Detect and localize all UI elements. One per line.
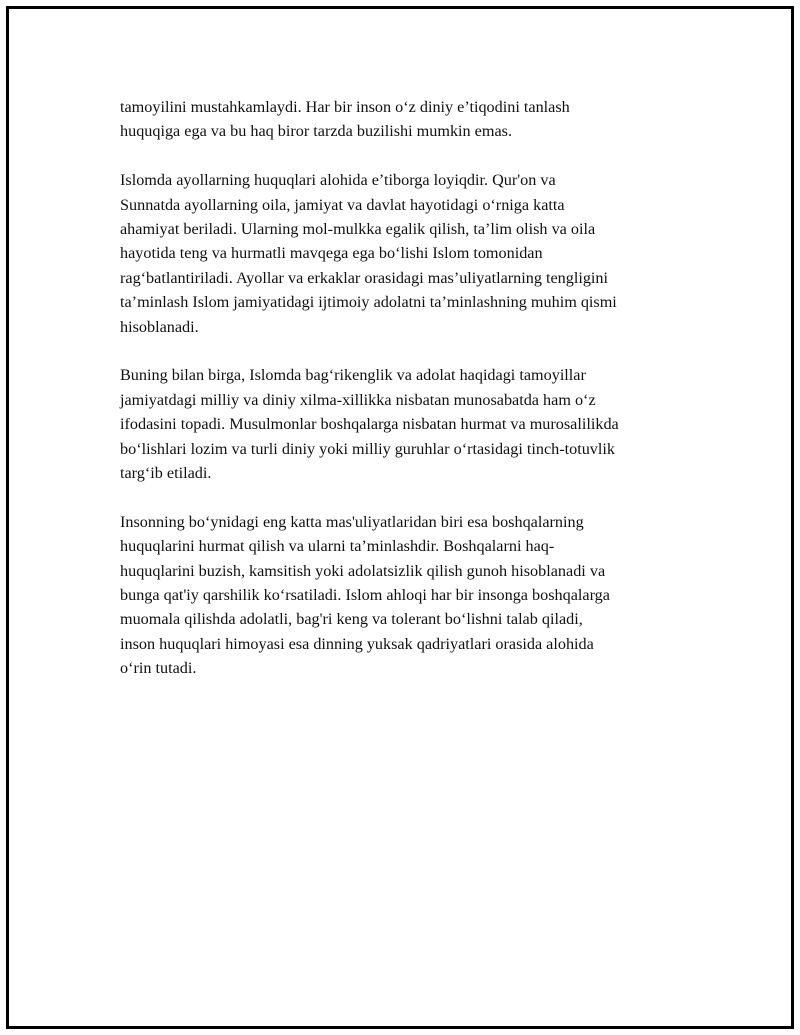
paragraph-4: Insonning bo‘ynidagi eng katta mas'uliyatlaridan biri esa boshqalarning huquqlarini hurmat qilish va ularni ta’minlashdir. Boshqalarni haq- huquqlarini buzish, kamsitish yoki adolatsizlik qilish gunoh hisoblanadi va bunga qat'iy qarshilik ko‘rsatiladi. Islom ahloqi har bir insonga boshqalarga muomala qilishda adolatli, bag'ri keng va tolerant bo‘lishni talab qiladi, inson huquqlari himoyasi esa dinning yuksak qadriyatlari orasida alohida o‘rin tutadi. [120, 512, 610, 678]
paragraph-3: Buning bilan birga, Islomda bag‘rikenglik va adolat haqidagi tamoyillar jamiyatdagi milliy va diniy xilma-xillikka nisbatan munosabatda ham o‘z ifodasini topadi. Musulmonlar boshqalarga nisbatan hurmat va murosalilikda bo‘lishlari lozim va turli diniy yoki milliy guruhlar o‘rtasidagi tinch-totuvlik targ‘ib etiladi. [120, 366, 619, 483]
document-page [6, 6, 794, 1029]
document-body [120, 95, 720, 705]
paragraph-1: tamoyilini mustahkamlaydi. Har bir inson o‘z diniy e’tiqodini tanlash huquqiga ega va bu haq biror tarzda buzilishi mumkin emas. [120, 98, 570, 141]
paragraph-2: Islomda ayollarning huquqlari alohida e’tiborga loyiqdir. Qur'on va Sunnatda ayollarning oila, jamiyat va davlat hayotidagi o‘rniga katta ahamiyat beriladi. Ularning mol-mulkka egalik qilish, ta’lim olish va oila hayotida teng va hurmatli mavqega ega bo‘lishi Islom tomonidan rag‘batlantiriladi. Ayollar va erkaklar orasidagi mas’uliyatlarning tengligini ta’minlash Islom jamiyatidagi ijtimoiy adolatni ta’minlashning muhim qismi hisoblanadi. [120, 171, 617, 336]
